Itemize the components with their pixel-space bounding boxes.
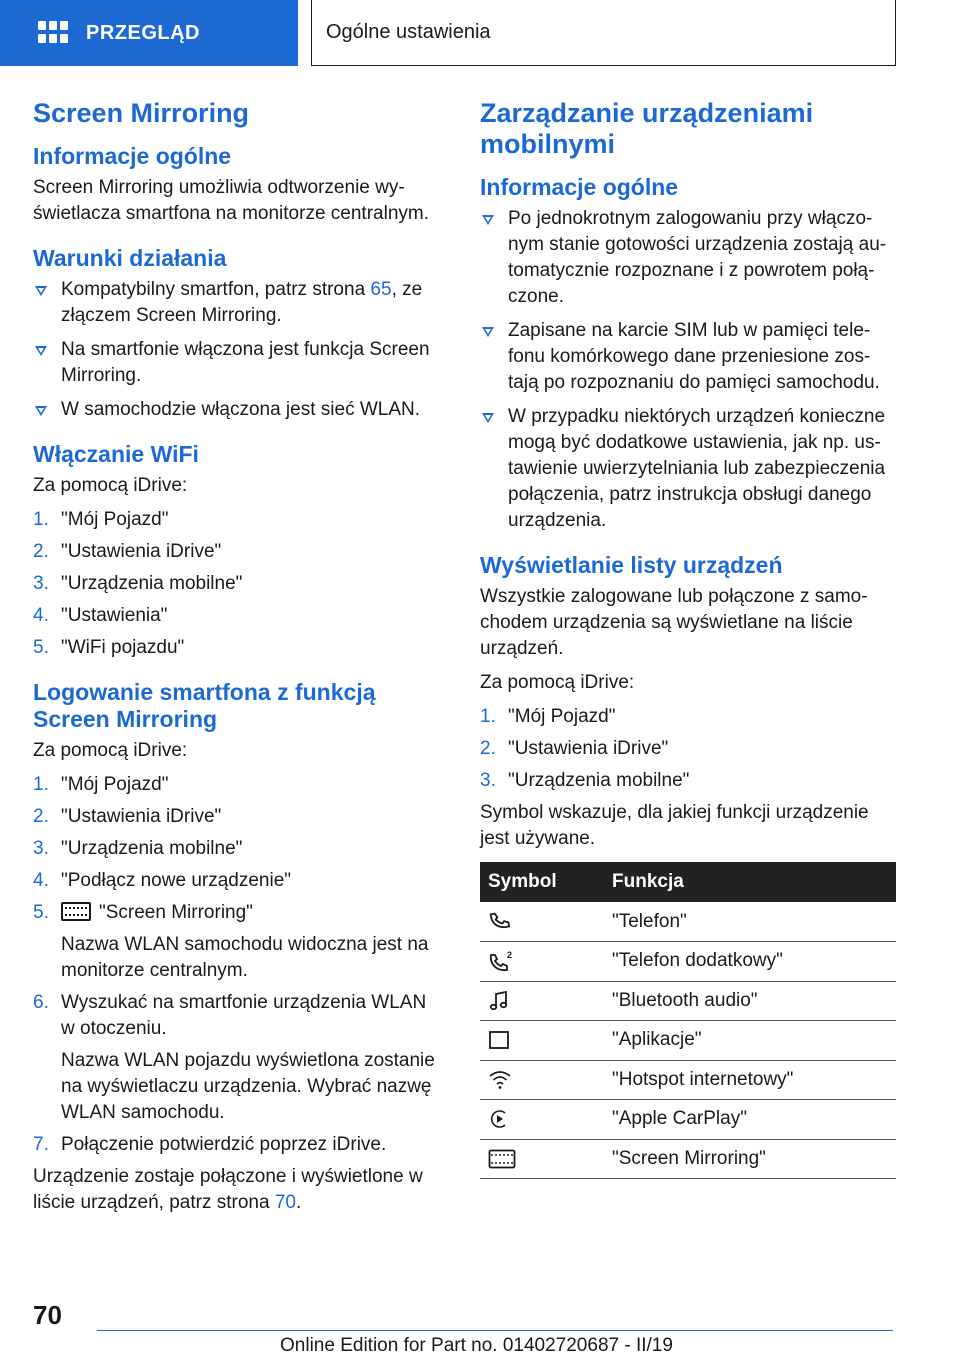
step-text: "Ustawienia iDrive" — [61, 806, 222, 827]
list-item: 2. "Ustawienia iDrive" — [33, 541, 222, 562]
list-item: 7. Połączenie potwierdzić poprzez iDrive. — [33, 1134, 387, 1155]
table-row — [480, 981, 896, 1021]
device-list-heading: Wyświetlanie listy urządzeń — [480, 552, 783, 578]
right-column — [480, 98, 896, 1197]
right-general-list — [480, 206, 896, 534]
right-general-section — [480, 174, 896, 534]
screen-mirroring-icon — [488, 1149, 516, 1169]
triangle-bullet-icon — [35, 286, 47, 296]
device-list-section — [480, 552, 896, 1179]
general-item-text: Po jednokrotnym zalogowaniu przy włączo-nym stanie gotowości urządzenia zostają au-tomatycznie rozpoznane i z powrotem połą-czone. — [508, 208, 887, 307]
chapter-title-box — [311, 0, 896, 66]
list-item — [33, 277, 443, 329]
general-item-text: W przypadku niektórych urządzeń konieczne mogą być dodatkowe ustawienia, jak np. us-tawienie uwierzytelniania lub zabezpieczenia połączenia, patrz instrukcja obsługi danego urządzenia. — [508, 406, 886, 531]
list-item: 4. "Podłącz nowe urządzenie" — [33, 870, 292, 891]
step-text: "Urządzenia mobilne" — [508, 770, 690, 791]
conditions-heading: Warunki działania — [33, 245, 227, 271]
outro-text: Urządzenie zostaje połączone i wyświetlone w liście urządzeń, patrz strona — [33, 1166, 423, 1213]
step-text: "Ustawienia iDrive" — [61, 541, 222, 562]
general-item-text: Zapisane na karcie SIM lub w pamięci tele-fonu komórkowego dane przeniesione zos-tają po rozpoznaniu do pamięci samochodu. — [508, 320, 880, 393]
list-item: 4. "Ustawienia" — [33, 605, 168, 626]
login-heading: Logowanie smartfona z funkcją Screen Mirroring — [33, 679, 376, 732]
conditions-section — [33, 245, 443, 423]
table-row — [480, 1139, 896, 1179]
list-item — [480, 404, 896, 534]
step-text: "Ustawienia" — [61, 605, 168, 626]
login-steps — [33, 772, 443, 1158]
function-label: "Telefon dodatkowy" — [604, 942, 896, 982]
list-item — [480, 318, 896, 396]
list-item: 6. Wyszukać na smartfonie urządzenia WLAN w otoczeniu. Nazwa WLAN pojazdu wyświetlona zostanie na wyświetlaczu urządzenia. Wybrać nazwę WLAN samochodu. — [33, 990, 443, 1126]
table-row — [480, 1100, 896, 1140]
login-outro — [33, 1164, 443, 1216]
login-section — [33, 679, 443, 1216]
triangle-bullet-icon — [35, 406, 47, 416]
step-text: "Urządzenia mobilne" — [61, 838, 243, 859]
list-item: 5. "Screen Mirroring" Nazwa WLAN samochodu widoczna jest na monitorze centralnym. — [33, 900, 443, 984]
step-text: "Ustawienia iDrive" — [508, 738, 669, 759]
chapter-title: Ogólne ustawienia — [326, 21, 491, 43]
left-column — [33, 98, 443, 1234]
phone-icon — [488, 910, 510, 932]
device-list-intro: Za pomocą iDrive: — [480, 672, 635, 693]
device-list-text: Wszystkie zalogowane lub połączone z samo-chodem urządzenia są wyświetlane na liście urządzeń. — [480, 586, 868, 659]
general-heading: Informacje ogólne — [33, 143, 232, 169]
list-item — [33, 337, 443, 389]
step-subtext: Nazwa WLAN samochodu widoczna jest na monitorze centralnym. — [61, 934, 429, 981]
wifi-heading: Włączanie WiFi — [33, 441, 199, 467]
conditions-list — [33, 277, 443, 423]
list-item — [480, 206, 896, 310]
column-header-symbol: Symbol — [480, 862, 604, 902]
general-text: Screen Mirroring umożliwia odtworzenie wy-świetlacza smartfona na monitorze centralnym. — [33, 177, 429, 224]
screen-mirroring-heading: Screen Mirroring — [33, 98, 250, 128]
overview-tab-label: PRZEGLĄD — [86, 21, 200, 44]
function-label: "Apple CarPlay" — [604, 1100, 896, 1140]
wifi-hotspot-icon — [488, 1069, 512, 1091]
screen-mirroring-icon — [61, 902, 91, 921]
wifi-intro: Za pomocą iDrive: — [33, 475, 188, 496]
list-item — [33, 397, 443, 423]
list-item: 3. "Urządzenia mobilne" — [480, 770, 690, 791]
svg-text:2: 2 — [507, 950, 513, 961]
function-label: "Bluetooth audio" — [604, 981, 896, 1021]
wifi-section — [33, 441, 443, 661]
edition-text: Online Edition for Part no. 01402720687 - II/19 — [280, 1335, 673, 1356]
function-label: "Aplikacje" — [604, 1021, 896, 1061]
step-text: "Screen Mirroring" — [99, 902, 253, 923]
list-item: 5. "WiFi pojazdu" — [33, 637, 185, 658]
condition-text: W samochodzie włączona jest sieć WLAN. — [61, 399, 421, 420]
symbol-text: Symbol wskazuje, dla jakiej funkcji urządzenie jest używane. — [480, 802, 869, 849]
phone-2-icon — [488, 949, 514, 973]
page-link-65[interactable]: 65 — [370, 279, 392, 300]
step-text: Połączenie potwierdzić poprzez iDrive. — [61, 1134, 387, 1155]
triangle-bullet-icon — [482, 215, 494, 225]
condition-text: Kompatybilny smartfon, patrz strona — [61, 279, 371, 300]
table-row — [480, 1060, 896, 1100]
login-intro: Za pomocą iDrive: — [33, 740, 188, 761]
function-label: "Telefon" — [604, 902, 896, 942]
step-text: "Mój Pojazd" — [61, 509, 169, 530]
carplay-icon — [488, 1108, 510, 1130]
triangle-bullet-icon — [35, 346, 47, 356]
device-list-steps — [480, 704, 896, 794]
list-item: 1. "Mój Pojazd" — [33, 774, 169, 795]
list-item: 3. "Urządzenia mobilne" — [33, 573, 243, 594]
symbol-table — [480, 862, 896, 1179]
general-section — [33, 143, 443, 227]
list-item: 2. "Ustawienia iDrive" — [480, 738, 669, 759]
list-item: 1. "Mój Pojazd" — [33, 509, 169, 530]
table-header-row — [480, 862, 896, 902]
overview-tab[interactable] — [0, 0, 298, 66]
mobile-devices-heading: Zarządzanie urządzeniami mobilnymi — [480, 98, 814, 159]
table-row — [480, 902, 896, 942]
condition-text: , ze złączem Screen Mirroring. — [61, 279, 423, 326]
page-number: 70 — [33, 1300, 62, 1330]
grid-menu-icon — [38, 21, 68, 45]
table-row — [480, 942, 896, 982]
step-text: "Mój Pojazd" — [61, 774, 169, 795]
step-text: "Mój Pojazd" — [508, 706, 616, 727]
step-subtext: Nazwa WLAN pojazdu wyświetlona zostanie na wyświetlaczu urządzenia. Wybrać nazwę WLAN samochodu. — [61, 1050, 435, 1123]
right-general-heading: Informacje ogólne — [480, 174, 679, 200]
step-text: "WiFi pojazdu" — [61, 637, 185, 658]
triangle-bullet-icon — [482, 413, 494, 423]
function-label: "Screen Mirroring" — [604, 1139, 896, 1179]
apps-square-icon — [488, 1029, 510, 1051]
page-link-70[interactable]: 70 — [274, 1192, 296, 1213]
step-text: "Podłącz nowe urządzenie" — [61, 870, 292, 891]
music-note-icon — [488, 990, 510, 1012]
outro-text: . — [295, 1192, 302, 1213]
list-item: 3. "Urządzenia mobilne" — [33, 838, 243, 859]
condition-text: Na smartfonie włączona jest funkcja Screen Mirroring. — [61, 339, 430, 386]
page-header — [0, 0, 960, 66]
step-text: Wyszukać na smartfonie urządzenia WLAN w otoczeniu. — [61, 992, 427, 1039]
column-header-function: Funkcja — [604, 862, 896, 902]
function-label: "Hotspot internetowy" — [604, 1060, 896, 1100]
wifi-steps — [33, 507, 443, 661]
list-item: 1. "Mój Pojazd" — [480, 706, 616, 727]
step-text: "Urządzenia mobilne" — [61, 573, 243, 594]
triangle-bullet-icon — [482, 327, 494, 337]
list-item: 2. "Ustawienia iDrive" — [33, 806, 222, 827]
table-row — [480, 1021, 896, 1061]
footer-divider — [97, 1330, 893, 1331]
